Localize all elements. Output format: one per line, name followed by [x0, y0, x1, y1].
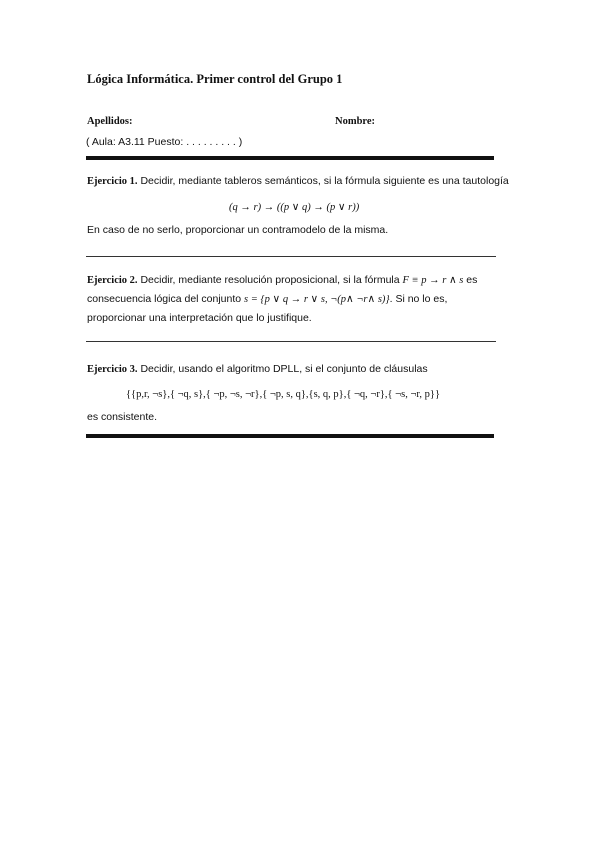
ejercicio2-line1-end: es — [463, 274, 478, 286]
ejercicio2-line2 — [87, 293, 447, 305]
ejercicio3-followup: es consistente. — [87, 411, 158, 423]
ejercicio3-clauses: {{p,r, ¬s},{ ¬q, s},{ ¬p, ¬s, ¬r},{ ¬p, s, q},{s, q, p},{ ¬q, ¬r},{ ¬s, ¬r, p}} — [126, 389, 441, 400]
ejercicio2-text: Decidir, mediante resolución proposicional, si la fórmula — [137, 274, 403, 286]
header-divider — [86, 156, 494, 160]
ejercicio3-statement — [87, 363, 428, 375]
apellidos-label: Apellidos: — [87, 116, 133, 127]
ejercicio1-text: Decidir, mediante tableros semánticos, si la fórmula siguiente es una tautología — [137, 175, 509, 187]
ejercicio2-line3: proporcionar una interpretación que lo justifique. — [87, 312, 312, 324]
exam-title: Lógica Informática. Primer control del Grupo 1 — [87, 72, 343, 86]
footer-divider — [86, 434, 494, 438]
ejercicio2-divider — [86, 341, 496, 342]
ejercicio2-set-formula: s = {p ∨ q → r ∨ s, ¬(p∧ ¬r∧ s)} — [244, 294, 390, 305]
nombre-label: Nombre: — [335, 116, 376, 127]
ejercicio2-formula-f: F ≡ p → r ∧ s — [402, 275, 464, 286]
ejercicio1-formula: (q → r) → ((p ∨ q) → (p ∨ r)) — [229, 202, 360, 213]
ejercicio3-label: Ejercicio 3. — [87, 364, 138, 375]
ejercicio1-statement — [87, 175, 509, 187]
ejercicio2-label: Ejercicio 2. — [87, 275, 138, 286]
ejercicio1-followup: En caso de no serlo, proporcionar un contramodelo de la misma. — [87, 224, 389, 236]
ejercicio2-line2-text: consecuencia lógica del conjunto — [87, 293, 245, 305]
aula-puesto-line: ( Aula: A3.11 Puesto: . . . . . . . . . ) — [86, 136, 243, 148]
ejercicio2-line1 — [87, 274, 477, 286]
ejercicio3-text: Decidir, usando el algoritmo DPLL, si el conjunto de cláusulas — [137, 363, 428, 375]
ejercicio1-divider — [86, 256, 496, 257]
ejercicio2-line2-end: . Si no lo es, — [389, 293, 448, 305]
ejercicio1-label: Ejercicio 1. — [87, 176, 138, 187]
